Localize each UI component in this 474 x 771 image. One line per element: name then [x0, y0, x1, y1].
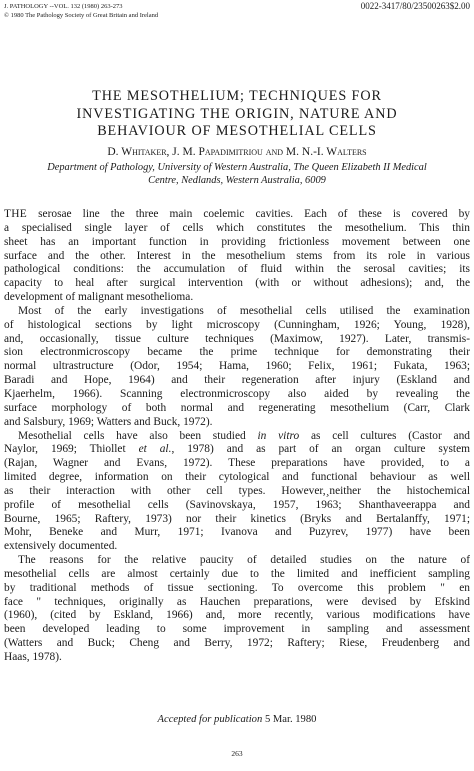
text-fragment: serosae line the three main coelemic cavities. Each of these is covered by — [38, 208, 470, 220]
text-line: Bourne, 1965; Raftery, 1973) nor their kinetics (Bryks and Bertalanffy, 1971; — [4, 512, 470, 525]
text-line: mesothelial cells are almost certainly due to the limited and inefficient sampling — [4, 567, 470, 580]
text-line: Mohr, Beneke and Murr, 1971; Ivanova and Puzyrev, 1977) have been — [4, 526, 470, 539]
text-line: capacity to heal after surgical intervention (with or without adhesions); and, the — [4, 277, 470, 290]
text-line: development of malignant mesothelioma. — [4, 291, 194, 304]
article-code: 0022-3417/80/23500263$2.00 — [360, 1, 470, 11]
italic-term: in vitro — [257, 429, 300, 442]
journal-citation: J. PATHOLOGY --VOL. 132 (1980) 263-273 — [4, 3, 123, 10]
italic-term: et al. — [138, 443, 172, 456]
text-line: extensively documented. — [4, 540, 118, 553]
text-line: pathological conditions: the accumulation of fluid within the serosal cavities; its — [4, 263, 470, 276]
text-line: a specialised single layer of cells which constitutes the mesothelium. This thin — [4, 221, 470, 234]
text-line: (Rajan, Wagner and Evans, 1972). These preparations have provided, to a — [4, 457, 470, 470]
paragraph-en-face-techniques — [4, 554, 470, 665]
page-number: 263 — [231, 749, 243, 758]
text-line: (1960), (cited by Eskland, 1966) and, more recently, various modifications have — [4, 609, 470, 622]
text-line — [4, 443, 470, 457]
affiliation — [0, 161, 474, 187]
text-line: (Watters and Buck; Cheng and Berry, 1972; Raftery; Riese, Freudenberg and — [4, 637, 470, 650]
affiliation-line: Department of Pathology, University of Western Australia, The Queen Elizabeth II Medical — [47, 162, 427, 173]
text-line: sion electronmicroscopy became the prime technique for demonstrating their — [4, 346, 470, 359]
text-fragment: as cell cultures (Castor and — [310, 429, 470, 442]
article-title — [30, 88, 444, 141]
paragraph-early-investigations — [4, 305, 470, 430]
article-body — [4, 208, 470, 665]
text-line: The reasons for the relative paucity of detailed studies on the nature of — [18, 554, 470, 567]
author-name: D. Whitaker — [107, 146, 167, 158]
journal-header — [4, 2, 204, 20]
text-line: sheet has an important function in providing frictionless movement between one — [4, 235, 470, 248]
author-name: M. N.-I. Walters — [285, 146, 367, 158]
affiliation-line: Centre, Nedlands, Western Australia, 6009 — [148, 175, 326, 187]
text-line: normal ultrastructure (Odor, 1954; Hama, 1960; Felix, 1961; Fukata, 1963; — [4, 360, 470, 373]
accepted-date: 5 Mar. 1980 — [264, 714, 317, 725]
text-line: Most of the early investigations of mesothelial cells utilised the examination — [18, 304, 470, 317]
title-line: THE MESOTHELIUM; TECHNIQUES FOR — [92, 88, 382, 104]
text-fragment: , 1978) and as part of an organ culture system — [171, 443, 470, 456]
title-line: BEHAVIOUR OF MESOTHELIAL CELLS — [97, 123, 377, 140]
paragraph-cell-culture — [4, 430, 470, 555]
text-line: face " techniques, originally as Hauchen preparations, were devised by Efskind — [4, 595, 470, 608]
text-line: surface and the other. Interest in the mesothelium stems from its role in various — [4, 249, 470, 262]
text-line: of histological sections by light microscopy (Cunningham, 1926; Young, 1928), — [4, 318, 470, 331]
text-line: Baradi and Hope, 1964) and their regeneration after injury (Eskland and — [4, 374, 470, 387]
paragraph-intro — [4, 208, 470, 305]
accepted-note — [0, 713, 474, 726]
author-conjunction: and — [265, 146, 284, 158]
text-line — [4, 208, 470, 222]
text-fragment: Naylor, 1969; Thiollet — [4, 443, 126, 456]
author-name: J. M. Papadimitriou — [172, 146, 263, 158]
text-line: Haas, 1978). — [4, 651, 62, 663]
text-line: Kjaerhelm, 1966). Scanning electronmicroscopy also aided by revealing the — [4, 387, 470, 400]
text-line: and, occasionally, tissue culture techniques (Maximow, 1927). Later, transmis- — [4, 332, 470, 345]
text-line: been developed leading to some improvement in sampling and assessment — [4, 623, 470, 636]
text-line — [4, 430, 470, 444]
text-line: surface morphology of both normal and regenerating mesothelium (Carr, Clark — [4, 401, 470, 414]
text-line: profile of mesothelial cells (Savinovskaya, 1957, 1963; Shanthaveerappa and — [4, 498, 470, 511]
text-fragment: Mesothelial cells have also been studied — [18, 429, 246, 442]
author-list: D. Whitaker, J. M. Papadimitriou and M. N.-I. Walters — [107, 146, 367, 158]
copyright-notice: © 1980 The Pathology Society of Great Britain and Ireland — [4, 12, 159, 19]
text-line: as their interaction with other cell types. However,¸neither the histochemical — [4, 484, 470, 497]
title-line: INVESTIGATING THE ORIGIN, NATURE AND — [76, 105, 398, 122]
text-line: and Salsbury, 1969; Watters and Buck, 1972). — [4, 415, 213, 428]
text-line: by traditional methods of tissue sectioning. To overcome this problem " en — [4, 581, 470, 594]
lead-word: THE — [4, 208, 28, 220]
text-line: limited degree, information on their cytological and functional behaviour as well — [4, 471, 470, 484]
accepted-label: Accepted for publication — [157, 714, 263, 725]
